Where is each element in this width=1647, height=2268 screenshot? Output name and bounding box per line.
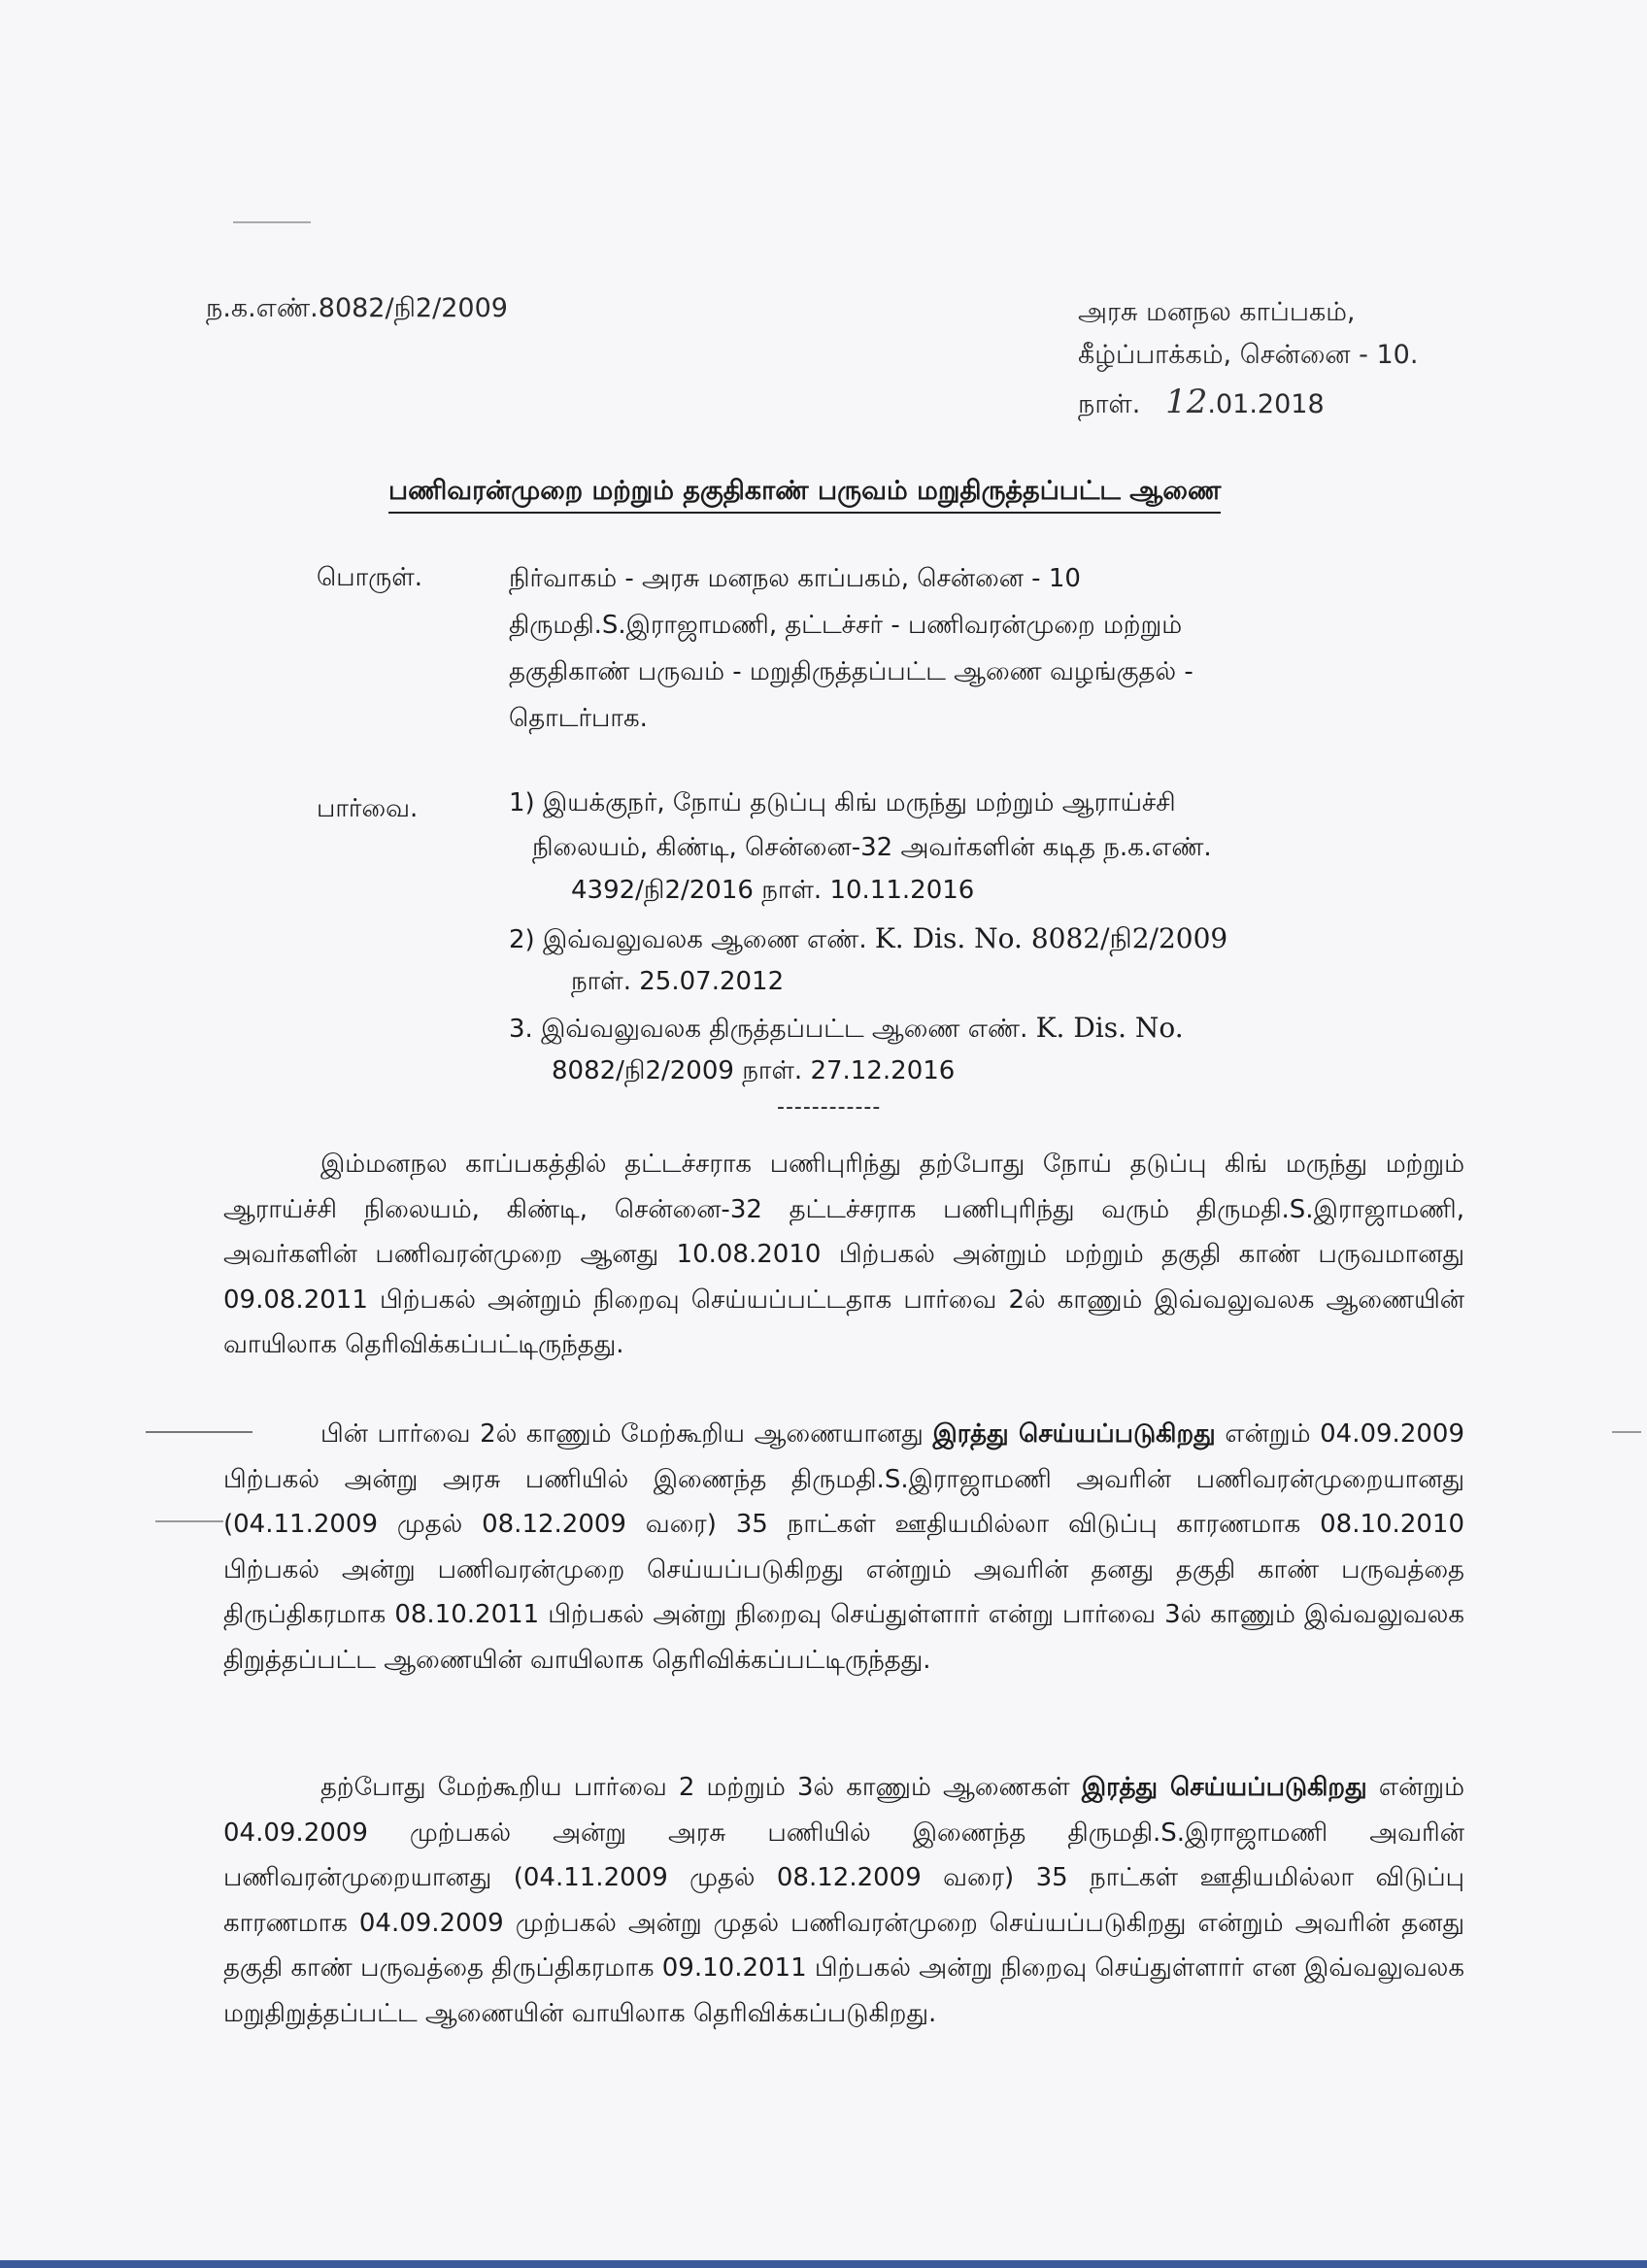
reference-1-line1: இயக்குநர், நோய் தடுப்பு கிங் மருந்து மற்றும் ஆராய்ச்சி [542,788,1176,817]
paragraph-3-end: என்றும் 04.09.2009 முற்பகல் அன்று அரசு பணியில் இணைந்த திருமதி.S.இராஜாமணி அவரின் பணிவரன்முறையானது (04.11.2009 முதல் 08.12.2009 வரை) 35 நாட்கள் ஊதியமில்லா விடுப்பு காரணமாக 04.09.2009 முற்பகல் அன்று முதல் பணிவரன்முறை செய்யப்படுகிறது என்றும் அவரின் தனது தகுதி காண் பருவத்தை திருப்திகரமாக 09.10.2011 பிற்பகல் அன்று நிறைவு செய்துள்ளார் என இவ்வலுவலக மறுதிறுத்தப்பட்ட ஆணையின் வாயிலாக தெரிவிக்கப்படுகிறது. [223,1773,1464,2028]
document-date [1078,383,1325,423]
margin-mark [146,1431,252,1433]
reference-number-2: 2) [509,925,535,954]
document-title: பணிவரன்முறை மற்றும் தகுதிகாண் பருவம் மறுதிருத்தப்பட்ட ஆணை [388,476,1221,514]
reference-2-line1a: இவ்வலுவலக ஆணை எண். [542,925,867,954]
reference-1-line3: 4392/நி2/2016 நாள். 10.11.2016 [571,876,975,905]
date-label: நாள். [1078,389,1141,419]
date-handwritten-day: 12 [1165,383,1208,421]
section-divider: ------------ [777,1095,882,1119]
reference-number-1: 1) [509,788,535,817]
subject-line: திருமதி.S.இராஜாமணி, தட்டச்சர் - பணிவரன்முறை மற்றும் [509,611,1183,640]
reference-2-line2: நாள். 25.07.2012 [571,967,785,996]
reference-3-line1b: K. Dis. No. [1035,1012,1184,1044]
scan-edge [0,2260,1647,2268]
paragraph-2-start: பின் பார்வை 2ல் காணும் மேற்கூறிய ஆணையானது [320,1419,924,1449]
subject-label: பொருள். [317,563,422,592]
office-location: கீழ்ப்பாக்கம், சென்னை - 10. [1078,340,1419,370]
body-paragraph-3 [223,1765,1464,2036]
paragraph-2-end: என்றும் 04.09.2009 பிற்பகல் அன்று அரசு பணியில் இணைந்த திருமதி.S.இராஜாமணி அவரின் பணிவரன்முறையானது (04.11.2009 முதல் 08.12.2009 வரை) 35 நாட்கள் ஊதியமில்லா விடுப்பு காரணமாக 08.10.2010 பிற்பகல் அன்று பணிவரன்முறை செய்யப்படுகிறது என்றும் அவரின் தனது தகுதி காண் பருவத்தை திருப்திகரமாக 08.10.2011 பிற்பகல் அன்று நிறைவு செய்துள்ளார் என்று பார்வை 3ல் காணும் இவ்வலுவலக திறுத்தப்பட்ட ஆணையின் வாயிலாக தெரிவிக்கப்பட்டிருந்தது. [223,1419,1464,1675]
reference-2-line1b: K. Dis. No. 8082/நி2/2009 [874,922,1228,954]
reference-3-line1a: இவ்வலுவலக திருத்தப்பட்ட ஆணை எண். [541,1015,1028,1044]
reference-item-2 [509,922,1227,958]
reference-item-1 [509,788,1176,820]
subject-line: தொடர்பாக. [509,704,648,733]
subject-line: நிர்வாகம் - அரசு மனநல காப்பகம், சென்னை - 10 [509,564,1081,593]
date-rest: .01.2018 [1207,389,1325,419]
subject-line: தகுதிகாண் பருவம் - மறுதிருத்தப்பட்ட ஆணை வழங்குதல் - [509,657,1193,686]
reference-number: ந.க.எண்.8082/நி2/2009 [206,293,508,323]
subject-text [509,555,1193,742]
paragraph-3-start: தற்போது மேற்கூறிய பார்வை 2 மற்றும் 3ல் காணும் ஆணைகள் [320,1773,1070,1802]
margin-mark [1612,1431,1641,1433]
margin-mark [233,221,311,223]
references-label: பார்வை. [317,794,419,823]
margin-mark [155,1520,223,1522]
body-paragraph-1: இம்மனநல காப்பகத்தில் தட்டச்சராக பணிபுரிந்து தற்போது நோய் தடுப்பு கிங் மருந்து மற்றும் ஆராய்ச்சி நிலையம், கிண்டி, சென்னை-32 தட்டச்சராக பணிபுரிந்து வரும் திருமதி.S.இராஜாமணி, அவர்களின் பணிவரன்முறை ஆனது 10.08.2010 பிற்பகல் அன்றும் மற்றும் தகுதி காண் பருவமானது 09.08.2011 பிற்பகல் அன்றும் நிறைவு செய்யப்பட்டதாக பார்வை 2ல் காணும் இவ்வலுவலக ஆணையின் வாயிலாக தெரிவிக்கப்பட்டிருந்தது. [223,1150,1464,1359]
paragraph-3-cancelled: இரத்து செய்யப்படுகிறது [1081,1773,1367,1802]
reference-item-3 [509,1012,1184,1047]
reference-number-3: 3. [509,1015,533,1044]
reference-1-line2: நிலையம், கிண்டி, சென்னை-32 அவர்களின் கடித ந.க.எண். [532,833,1212,862]
office-name: அரசு மனநல காப்பகம், [1078,297,1356,327]
body-paragraph-2 [223,1412,1464,1683]
reference-3-line2: 8082/நி2/2009 நாள். 27.12.2016 [552,1056,956,1085]
paragraph-2-cancelled: இரத்து செய்யப்படுகிறது [932,1419,1216,1449]
